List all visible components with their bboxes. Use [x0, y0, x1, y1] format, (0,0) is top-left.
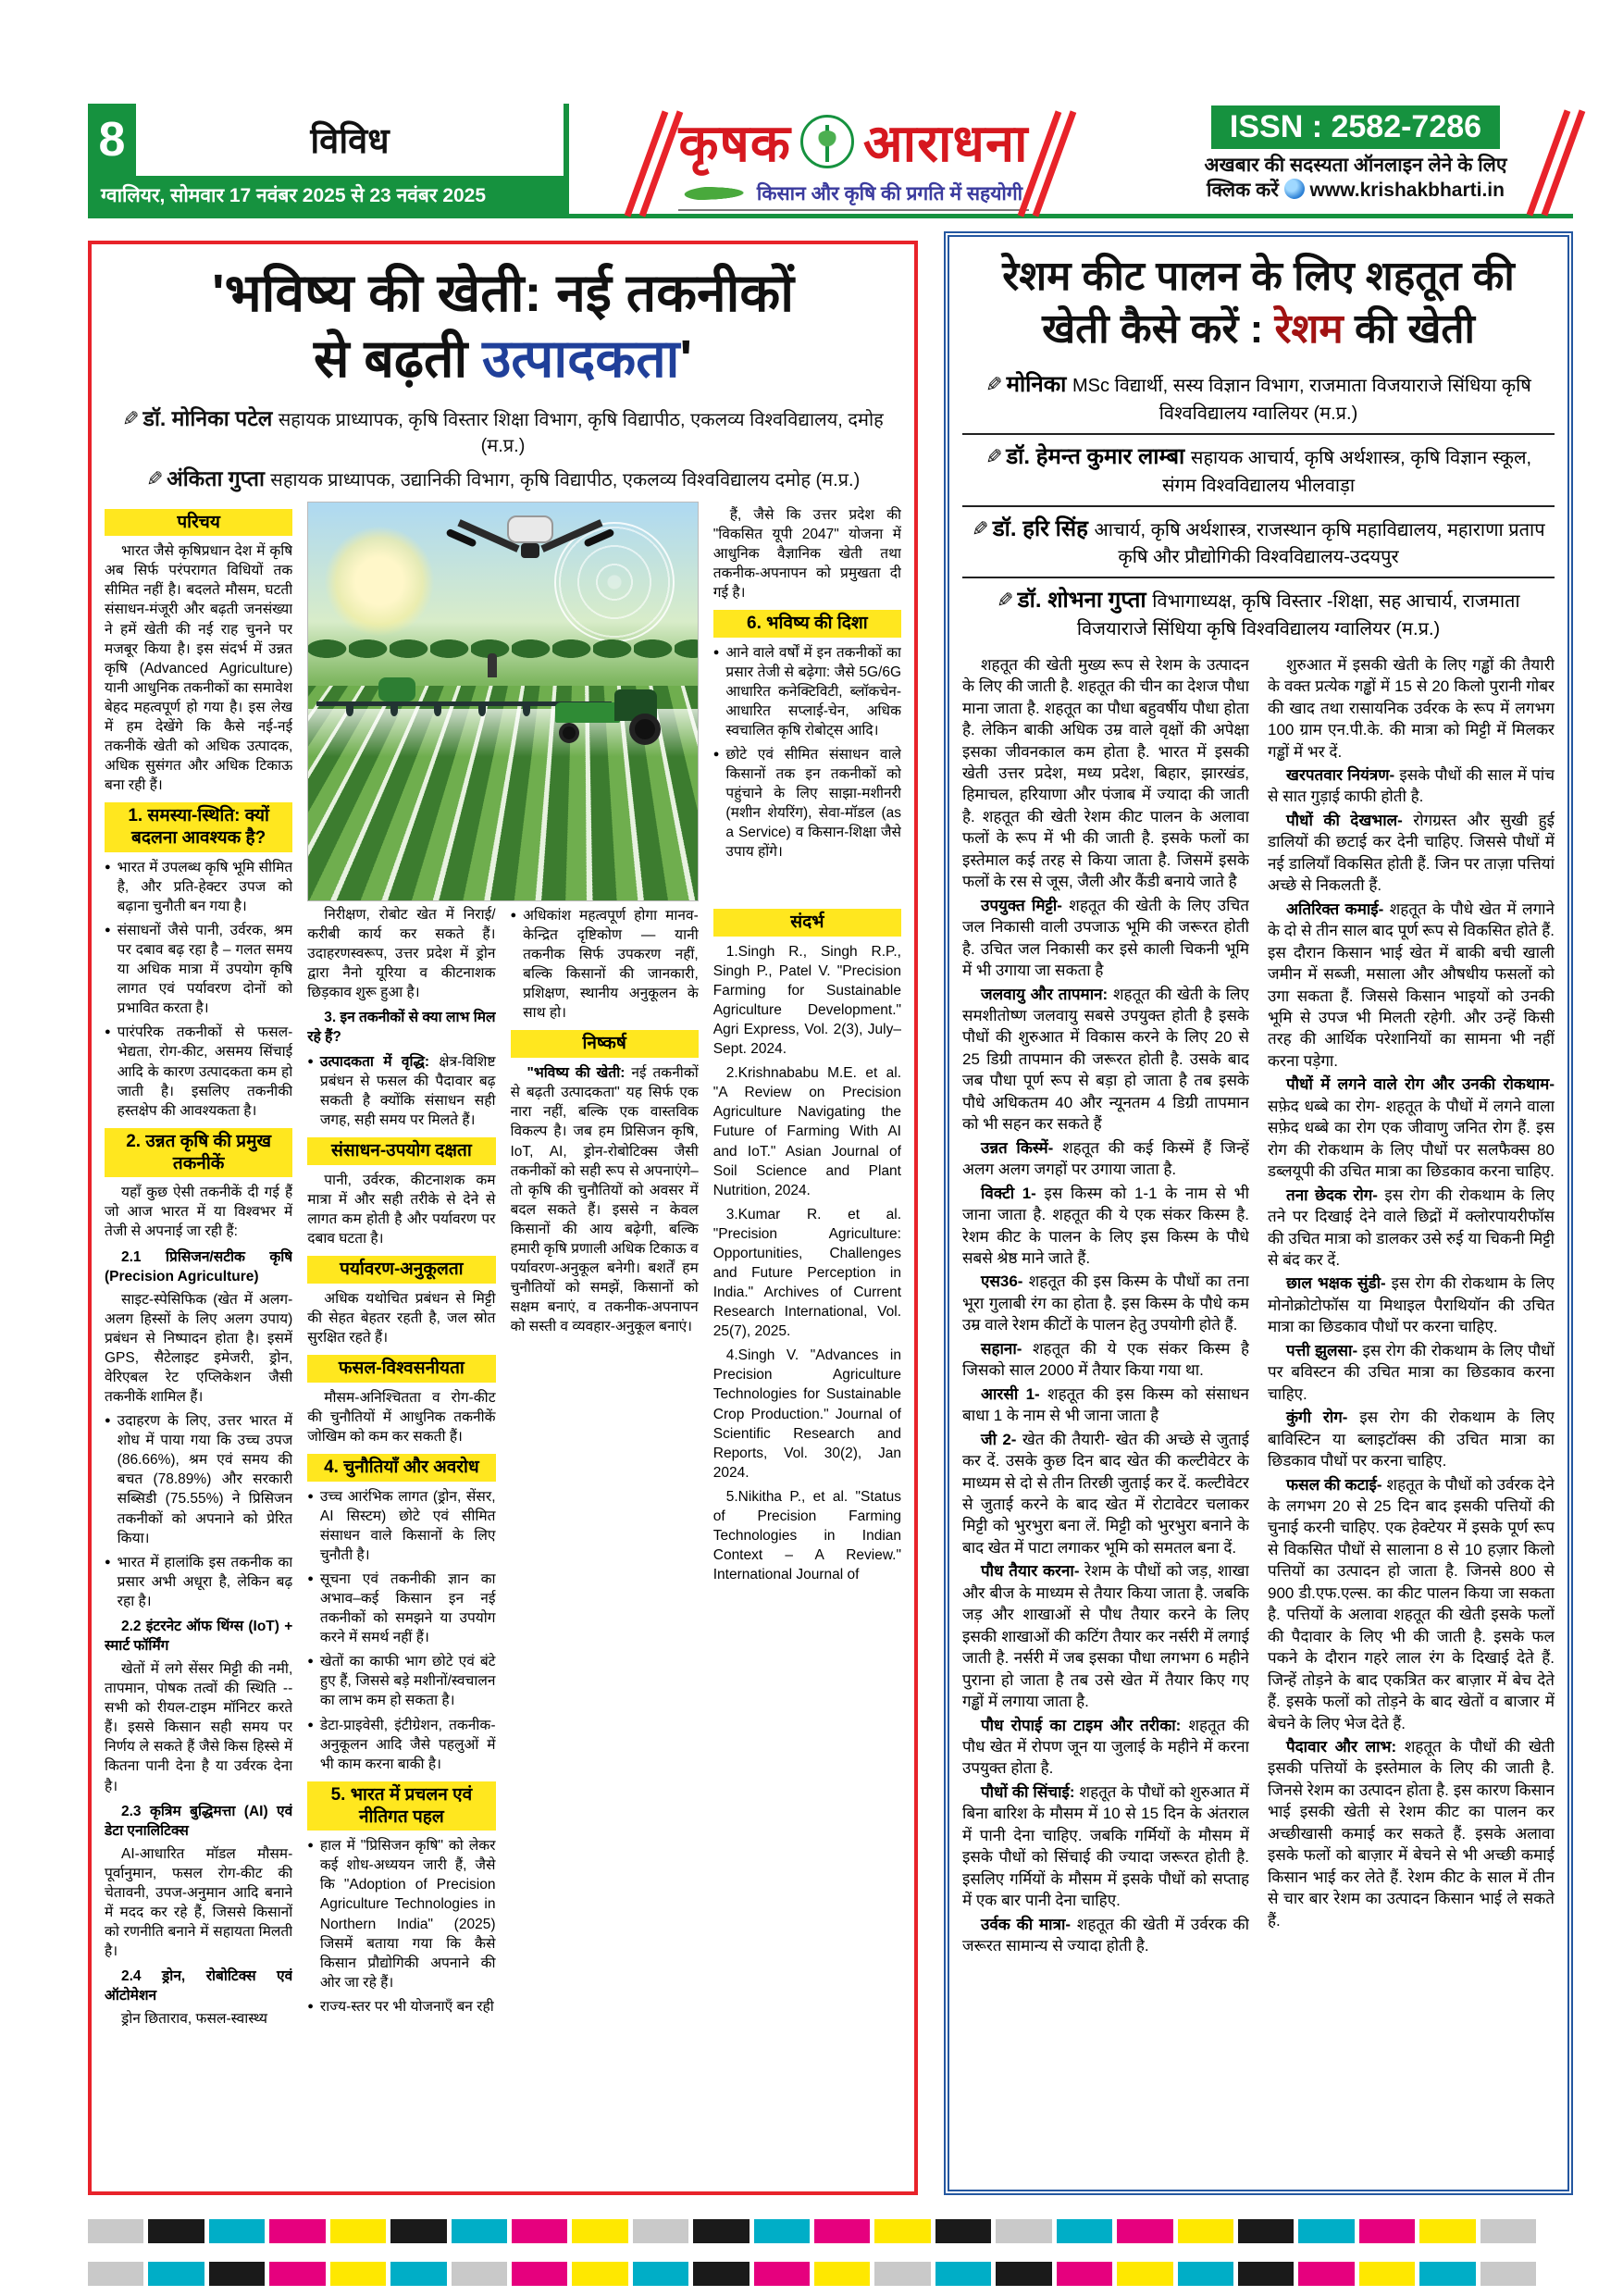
- bullet-item: ● डेटा-प्राइवेसी, इंटीग्रेशन, तकनीक-अनुकूलन आदि जैसे पहलुओं में भी काम करना बाकी है।: [307, 1716, 495, 1774]
- color-swatch: [1178, 2262, 1233, 2286]
- pen-icon: ✎: [985, 444, 1003, 468]
- bullet-item: ● पारंपरिक तकनीकों से फसल-भेद्यता, रोग-कीट, असमय सिंचाई आदि के कारण उत्पादकता कम हो जाती है। इसलिए तकनीकी हस्तक्षेप की आवश्यकता है।: [105, 1023, 292, 1120]
- color-swatch: [1117, 2219, 1172, 2243]
- color-swatch: [814, 2262, 870, 2286]
- paragraph: साइट-स्पेसिफिक (खेत में अलग-अलग हिस्सों के लिए अलग उपाय) प्रबंधन से निष्पादन होता है। इसमें GPS, सैटेलाइट इमेजरी, ड्रोन, वेरिएबल रेट एप्लिकेशन जैसी तकनीकें शामिल हैं।: [105, 1291, 293, 1406]
- paragraph: अधिक यथोचित प्रबंधन से मिट्टी की सेहत बेहतर रहती है, जल स्रोत सुरक्षित रहते हैं।: [307, 1290, 496, 1346]
- paragraph: शहतूत की खेती मुख्य रूप से रेशम के उत्पादन के लिए की जाती है. शहतूत की चीन का देशज पौधा माना जाता है. शहतूत का पौधा बहुवर्षीय पौधा होता है. लेकिन बाकी अधिक उम्र वाले वृक्षों की अपेक्षा इसका जीवनकाल कम होता है. भारत में इसकी खेती उत्तर प्रदेश, मध्य प्रदेश, बिहार, झारखंड, हिमाचल, हरियाणा और पंजाब में ज्यादा की जाती है. शहतूत की खेती रेशम कीट पालन के अलावा फलों के रूप में भी की जाती है. इसके फलों का इस्तेमाल कई तरह से किया जाता है. जिसमें इसके फलों के रस से जूस, जैली और कैंडी बनाये जाते है: [962, 655, 1249, 891]
- left-article-column-4-top: [713, 502, 901, 902]
- sub-heading: 2.3 कृत्रिम बुद्धिमत्ता (AI) एवं डेटा एनालिटिक्स: [105, 1803, 293, 1839]
- color-swatch: [1298, 2219, 1354, 2243]
- bullet-item: ● भारत में उपलब्ध कृषि भूमि सीमित है, और प्रति-हेक्टर उपज को बढ़ाना चुनौती बन गया है।: [105, 858, 292, 916]
- subscription-line1: अखबार की सदस्यता ऑनलाइन लेने के लिए: [1204, 155, 1507, 176]
- color-swatch: [1481, 2262, 1536, 2286]
- lead-paragraph: उर्वक की मात्रा- शहतूत की खेती में उर्वरक की जरूरत सामान्य से ज्यादा होती है.: [962, 1915, 1249, 1955]
- newspaper-logo-icon: [800, 115, 854, 168]
- lead-paragraph: पत्ती झुलसा- इस रोग की रोकथाम के लिए पौधों पर बविस्टन की उचित मात्रा का छिडकाव करना चाहिए.: [1268, 1341, 1555, 1403]
- page-header: [88, 104, 1573, 218]
- color-swatch: [693, 2219, 749, 2243]
- color-swatch: [269, 2219, 325, 2243]
- paragraph: निरीक्षण, रोबोट खेत में निराई/करीबी कार्य कर सकते हैं। उदाहरणस्वरूप, उत्तर प्रदेश में ड्रोन द्वारा नैनो यूरिया व कीटनाशक छिड़काव शुरू हुआ है।: [307, 907, 496, 1001]
- color-swatch: [330, 2262, 386, 2286]
- yellow-heading: संदर्भ: [713, 909, 901, 937]
- color-swatch: [996, 2219, 1051, 2243]
- section-name: विविध: [310, 122, 390, 161]
- title-highlight-red: रेशम: [1274, 306, 1344, 353]
- bullet-dot-icon: ●: [105, 925, 111, 936]
- yellow-heading: संसाधन-उपयोग दक्षता: [307, 1137, 495, 1165]
- color-swatch: [1359, 2219, 1415, 2243]
- printer-color-bar-row1: [88, 2219, 1536, 2243]
- bullet-item: ● सूचना एवं तकनीकी ज्ञान का अभाव–कई किसान इन नई तकनीकों को समझने या उपयोग करने में समर्थ नहीं हैं।: [307, 1570, 495, 1647]
- lead-paragraph: सहाना- शहतूत की ये एक संकर किस्म है जिसको साल 2000 में तैयार किया गया था.: [962, 1339, 1249, 1380]
- lead-paragraph: जलवायु और तापमान: शहतूत की खेती के लिए समशीतोष्ण जलवायु सबसे उपयुक्त होती है इसके पौधों की शुरुआत में विकास करने के लिए 20 से 25 डिग्री तापमान की जरूरत होती है. उसके बाद जब पौधा पूर्ण रूप से बड़ा हो जाता है तब इसके पौधे अधिकतम 40 और न्यूनतम 4 डिग्री तापमान को भी सहन कर सकते हैं: [962, 985, 1249, 1134]
- left-article-column-1: [105, 502, 292, 2033]
- color-swatch: [996, 2262, 1051, 2286]
- color-swatch: [874, 2262, 930, 2286]
- paragraph: शुरुआत में इसकी खेती के लिए गड्ढों की तैयारी के वक्त प्रत्येक गड्ढों में 15 से 20 किलो पुरानी गोबर की खाद तथा रासायनिक उर्वरक के रूप में लगभग 100 ग्राम एन.पी.के. की मात्रा को मिट्टी में मिलकर गड्ढों में भर दें.: [1268, 655, 1555, 761]
- author-name: मोनिका: [1006, 372, 1073, 398]
- leaf-swoosh-icon: [680, 186, 753, 201]
- pen-icon: ✎: [985, 373, 1003, 397]
- bullet-item: ● संसाधनों जैसे पानी, उर्वरक, श्रम पर दबाव बढ़ रहा है – गलत समय या अधिक मात्रा में उपयोग कृषि लागत एवं पर्यावरण दोनों को प्रभावित करता है।: [105, 921, 292, 1018]
- left-article-column-2: [307, 901, 495, 2032]
- color-swatch: [452, 2219, 507, 2243]
- yellow-heading: 4. चुनौतियाँ और अवरोध: [307, 1454, 495, 1482]
- bullet-dot-icon: ●: [105, 1415, 111, 1427]
- lead-paragraph: पैदावार और लाभ: शहतूत के पौधों की खेती इसकी पत्तियों के इस्तेमाल के लिए की जाती है. जिनसे रेशम का उत्पादन होता है. इस कारण किसान भाई इसकी खेती से रेशम कीट का पालन कर अच्छीखासी कमाई कर सकते हैं. इसके अलावा इसके फलों को बाज़ार में बेचने से भी अच्छी कमाई किसान भाई कर लेते हैं. रेशम कीट के साल में तीन से चार बार रेशम का उत्पादन किसान भाई ले सकते हैं.: [1268, 1737, 1555, 1930]
- color-swatch: [88, 2219, 143, 2243]
- section-name-box: [136, 104, 564, 176]
- pen-icon: ✎: [145, 466, 164, 490]
- color-swatch: [754, 2262, 810, 2286]
- color-swatch: [88, 2262, 143, 2286]
- masthead-section: [569, 104, 1138, 214]
- sub-heading: 2.2 इंटरनेट ऑफ थिंग्स (IoT) + स्मार्ट फॉर्मिंग: [105, 1618, 293, 1654]
- color-swatch: [269, 2262, 325, 2286]
- reference-item: 2.Krishnababu M.E. et al. "A Review on Precision Agriculture Navigating the Future of Farming With AI and IoT." Asian Journal of Soil Science and Plant Nutrition, 2024.: [712, 1065, 901, 1198]
- left-article-column-3: [511, 901, 699, 2032]
- paragraph: हैं, जैसे कि उत्तर प्रदेश की "विकसित यूपी 2047" योजना में आधुनिक वैज्ञानिक खेती तथा तकनीक-अपनापन को प्रमुखता दी गई है।: [712, 506, 901, 601]
- lead-paragraph: उपयुक्त मिट्टी- शहतूत की खेती के लिए उचित जल निकासी वाली उपजाऊ भूमि की जरूरत होती है. उचित जल निकासी कर इसे काली चिकनी भूमि में भी उगाया जा सकता है: [962, 896, 1249, 980]
- yellow-heading: 1. समस्या-स्थिति: क्यों बदलना आवश्यक है?: [105, 802, 292, 852]
- color-swatch: [209, 2262, 265, 2286]
- masthead-title-part1: कृषक: [678, 114, 791, 172]
- bullet-dot-icon: ●: [307, 1840, 314, 1852]
- color-swatch: [1057, 2262, 1112, 2286]
- bullet-dot-icon: ●: [105, 1556, 111, 1568]
- yellow-heading: परिचय: [105, 509, 292, 537]
- yellow-heading: निष्कर्ष: [511, 1030, 699, 1058]
- lead-paragraph: कुंगी रोग- इस रोग की रोकथाम के लिए बाविस्टिन या ब्लाइटॉक्स की उचित मात्रा का छिडकाव पौधों पर करना चाहिए.: [1268, 1409, 1555, 1471]
- color-swatch: [330, 2219, 386, 2243]
- bullet-dot-icon: ●: [510, 910, 517, 922]
- bullet-dot-icon: ●: [105, 1026, 111, 1038]
- sub-heading: 2.4 ड्रोन, रोबोटिक्स एवं ऑटोमेशन: [105, 1968, 293, 2004]
- farm-drone-photo: [307, 502, 699, 902]
- masthead-title-part2: आराधना: [862, 114, 1029, 172]
- author-name: डॉ. शोभना गुप्ता: [1017, 588, 1153, 614]
- sub-heading: 2.1 प्रिसिजन/सटीक कृषि (Precision Agriculture): [105, 1248, 293, 1285]
- lead-paragraph: छाल भक्षक सुंडी- इस रोग की रोकथाम के लिए मोनोक्रोटोफॉस या मिथाइल पैराथियॉन की उचित मात्रा का छिडकाव पौधों पर करना चाहिए.: [1268, 1274, 1555, 1336]
- lead-paragraph: फसल की कटाई- शहतूत के पौधों को उर्वरक देने के लगभग 20 से 25 दिन बाद इसकी पत्तियों की चुनाई करनी चाहिए. एक हेक्टेयर में इसके पूर्ण रूप से विकसित पौधों से सालाना 8 से 10 हज़ार किलो पत्तियों का उत्पादन हो जाता है. जिनसे 800 से 900 डी.एफ.एल्स. का कीट पालन किया जा सकता है. पत्तियों के अलावा शहतूत की खेती इसके फलों की पैदावार के लिए भी की जाती है. इसके फल पकने के दौरान गहरे लाल रंग के दिखाई देते हैं. जिन्हें तोड़ने के बाद एकत्रित कर बाज़ार में बेच देते हैं. इसके फलों को तोड़ने के बाद खेतों व बाजार में बेचने के लिए भेज देते हैं.: [1268, 1475, 1555, 1732]
- right-article-title: रेशम कीट पालन के लिए शहतूत की खेती कैसे करें : रेशम की खेती: [1002, 254, 1515, 353]
- title-highlight-blue: उत्पादकता: [482, 329, 680, 390]
- drone-icon: [456, 510, 604, 565]
- lead-paragraph: आरसी 1- शहतूत की इस किस्म को संसाधन बाधा 1 के नाम से भी जाना जाता है: [962, 1384, 1249, 1425]
- article-photo: [307, 502, 699, 902]
- bullet-item: ● अधिकांश महत्वपूर्ण होगा मानव-केन्द्रित दृष्टिकोण — यानी तकनीक सिर्फ उपकरण नहीं, बल्कि किसानों की जानकारी, प्रशिक्षण, स्थानीय अनुकूलन के साथ हो।: [511, 906, 699, 1023]
- left-article-column-4-bottom: [713, 901, 901, 2032]
- article-mulberry-sericulture: [944, 231, 1573, 2195]
- color-swatch: [1298, 2262, 1354, 2286]
- printer-color-bar-row2: [88, 2262, 1536, 2286]
- bullet-dot-icon: ●: [307, 1656, 314, 1668]
- bullet-dot-icon: ●: [307, 1490, 314, 1502]
- color-swatch: [148, 2219, 204, 2243]
- bullet-dot-icon: ●: [307, 1572, 314, 1584]
- color-swatch: [935, 2219, 991, 2243]
- author-line: ✎ डॉ. मोनिका पटेल सहायक प्राध्यापक, कृषि विस्तार शिक्षा विभाग, कृषि विद्यापीठ, एकलव्य विश्वविद्यालय, दमोह (म.प्र.): [122, 405, 884, 456]
- bullet-item: ● उच्च आरंभिक लागत (ड्रोन, सेंसर, AI सिस्टम) छोटे एवं सीमित संसाधन वाले किसानों के लिए चुनौती है।: [307, 1487, 495, 1565]
- right-article-authors: [962, 363, 1555, 648]
- lead-paragraph: पौध रोपाई का टाइम और तरीका: शहतूत की पौध खेत में रोपण जून या जुलाई के महीने में करना उपयुक्त होता है.: [962, 1716, 1249, 1778]
- reference-item: 1.Singh R., Singh R.P., Singh P., Patel V. "Precision Farming for Sustainable Agriculture Development." Agri Express, Vol. 2(3), July–Sept. 2024.: [712, 943, 901, 1058]
- author-line: ✎ डॉ. शोभना गुप्ता विभागाध्यक्ष, कृषि विस्तार -शिक्षा, सह आचार्य, राजमाता विजयाराजे सिंधिया कृषि विश्वविद्यालय ग्वालियर (म.प्र.): [997, 588, 1520, 639]
- paragraph: AI-आधारित मॉडल मौसम-पूर्वानुमान, फसल रोग-कीट की चेतावनी, उपज-अनुमान आदि बनाने में मदद कर रहे हैं, जिससे किसानों को रणनीति बनाने में सहायता मिलती है।: [105, 1845, 293, 1960]
- left-article-title: 'भविष्य की खेती: नई तकनीकों से बढ़ती उत्पादकता': [212, 264, 794, 390]
- bullet-dot-icon: ●: [307, 1055, 314, 1067]
- color-swatch: [512, 2262, 567, 2286]
- color-swatch: [1057, 2219, 1112, 2243]
- color-swatch: [1481, 2219, 1536, 2243]
- lead-paragraph: विक्टी 1- इस किस्म को 1-1 के नाम से भी जाना जाता है. शहतूत की ये एक संकर किस्म है. रेशम कीट के पालन के लिए इस किस्म के पौधे सबसे श्रेष्ठ माने जाते हैं.: [962, 1184, 1249, 1267]
- color-swatch: [148, 2262, 204, 2286]
- color-swatch: [754, 2219, 810, 2243]
- paragraph: यहाँ कुछ ऐसी तकनीकें दी गई हैं जो आज भारत में या विश्वभर में तेजी से अपनाई जा रही हैं:: [105, 1185, 293, 1240]
- color-swatch: [512, 2219, 567, 2243]
- color-swatch: [935, 2262, 991, 2286]
- color-swatch: [1419, 2219, 1475, 2243]
- sun-glow: [324, 526, 435, 637]
- author-line: ✎ अंकिता गुप्ता सहायक प्राध्यापक, उद्यानिकी विभाग, कृषि विद्यापीठ, एकलव्य विश्वविद्यालय दमोह (म.प्र.): [145, 465, 861, 490]
- right-article-column-1: [962, 652, 1249, 1959]
- lead-paragraph: जी 2- खेत की तैयारी- खेत की अच्छे से जुताई कर दें. उसके कुछ दिन बाद खेत की कल्टीवेटर के माध्यम से दो से तीन तिरछी जुताई कर दें. कल्टीवेटर से जुताई करने के बाद खेत में रोटावेटर चलाकर मिट्टी को भुरभुरा बना लें. मिट्टी को भुरभुरा बनाने के बाद खेत में पाटा लगाकर भूमि को समतल बना दें.: [962, 1430, 1249, 1557]
- pen-icon: ✎: [972, 516, 989, 540]
- header-right-section: [1138, 104, 1573, 214]
- author-name: डॉ. हेमन्त कुमार लाम्बा: [1006, 443, 1191, 469]
- red-slashes-icon: [1538, 107, 1580, 209]
- author-line: ✎ डॉ. हरि सिंह आचार्य, कृषि अर्थशास्त्र, राजस्थान कृषि महाविद्यालय, महाराणा प्रताप कृषि और प्रौद्योगिकी विश्वविद्यालय-उदयपुर: [962, 507, 1555, 579]
- dateline: ग्वालियर, सोमवार 17 नवंबर 2025 से 23 नवंबर 2025: [101, 184, 487, 206]
- color-swatch: [693, 2262, 749, 2286]
- color-swatch: [1359, 2262, 1415, 2286]
- color-swatch: [572, 2219, 627, 2243]
- color-swatch: [1238, 2219, 1294, 2243]
- color-swatch: [572, 2262, 627, 2286]
- yellow-heading: पर्यावरण-अनुकूलता: [307, 1256, 495, 1284]
- bullet-dot-icon: ●: [307, 2000, 314, 2012]
- bullet-item: ● खेतों का काफी भाग छोटे एवं बंटे हुए हैं, जिससे बड़े मशीनों/स्वचालन का लाभ कम हो सकता है।: [307, 1652, 495, 1710]
- bullet-dot-icon: ●: [712, 646, 720, 658]
- color-swatch: [390, 2219, 446, 2243]
- yellow-heading: 5. भारत में प्रचलन एवं नीतिगत पहल: [307, 1781, 495, 1831]
- lead-paragraph: पौध तैयार करना- रेशम के पौधों को जड़, शाखा और बीज के माध्यम से तैयार किया जाता है. जबकि जड़ और शाखाओं से पौध तैयार करने के लिए इसकी शाखाओं की कटिंग तैयार कर नर्सरी में लगाई जाती है. नर्सरी में जब इसका पौधा लगभग 6 महीने पुराना हो जाता है तब उसे खेत में तैयार किए गए गड्ढों में लगाया जाता है.: [962, 1562, 1249, 1711]
- red-slashes-icon: [636, 108, 678, 210]
- bullet-item: ● छोटे एवं सीमित संसाधन वाले किसानों तक इन तकनीकों को पहुंचाने के लिए साझा-मशीनरी (मशीन शेयरिंग), सेवा-मॉडल (as a Service) व किसान-शिक्षा जैसे उपाय होंगे।: [713, 745, 901, 862]
- bullet-dot-icon: ●: [712, 749, 720, 761]
- water-tank: [378, 677, 415, 701]
- bullet-dot-icon: ●: [307, 1719, 314, 1731]
- paragraph: भारत जैसे कृषिप्रधान देश में कृषि अब सिर्फ परंपरागत विधियों तक सीमित नहीं है। बदलते मौसम, घटती संसाधन-मंजूरी और बढ़ती जनसंख्या ने हमें खेती की नई राह चुनने पर मजबूर किया है। इस संदर्भ में उन्नत कृषि (Advanced Agriculture) यानी आधुनिक तकनीकों का समावेश बेहद महत्वपूर्ण हो गया है। इस लेख में हम देखेंगे कि कैसे नई-नई तकनीकें खेती को अधिक उत्पादक, अधिक सुसंगत और अधिक टिकाऊ बना रही हैं।: [105, 543, 293, 794]
- paragraph: खेतों में लगे सेंसर मिट्टी की नमी, तापमान, पोषक तत्वों की स्थिति -- सभी को रीयल-टाइम मॉनिटर करते हैं। इससे किसान सही समय पर निर्णय ले सकते हैं जैसे किस हिस्से में कितना पानी देना है या उर्वरक देना है।: [105, 1661, 293, 1794]
- yellow-heading: 6. भविष्य की दिशा: [713, 610, 901, 638]
- bullet-item: ● राज्य-स्तर पर भी योजनाएँ बन रही: [307, 1997, 495, 2017]
- bullet-item: ● भारत में हालांकि इस तकनीक का प्रसार अभी अधूरा है, लेकिन बढ़ रहा है।: [105, 1553, 292, 1611]
- lead-paragraph: पौधों की देखभाल- रोगग्रस्त और सुखी हुई डालियों की छटाई कर देनी चाहिए. जिससे पौधों में नई डालियाँ विकसित होती हैं. जिन पर ताज़ा पत्तियां अच्छे से निकलती हैं.: [1268, 811, 1555, 895]
- color-swatch: [452, 2262, 507, 2286]
- color-swatch: [209, 2219, 265, 2243]
- paragraph: ड्रोन छिताराव, फसल-स्वास्थ्य: [121, 2011, 267, 2028]
- bullet-item: ● हाल में "प्रिसिजन कृषि" को लेकर कई शोध-अध्ययन जारी हैं, जैसे कि "Adoption of Precision Agriculture Technologies in Northern India" (2025) जिसमें बताया गया कि कैसे किसान प्रौद्योगिकी अपनाने की ओर जा रहे हैं।: [307, 1836, 495, 1992]
- lead-paragraph: अतिरिक्त कमाई- शहतूत के पौधे खेत में लगाने के दो से तीन साल बाद पूर्ण रूप से विकसित होते हैं. इस दौरान किसान भाई खेत में बाकी बची खाली जमीन में सब्जी, मसाला और औषधीय फसलों को उगा सकता हैं. जिससे किसान भाइयों को उनकी भूमि से उपज भी मिलती रहेगी. और उन्हें किसी तरह की आर्थिक परेशानियों का सामना भी नहीं करना पड़ेगा.: [1268, 900, 1555, 1070]
- author-name: डॉ. मोनिका पटेल: [142, 405, 279, 430]
- left-article-authors: [105, 403, 901, 492]
- lead-paragraph: पौधों की सिंचाई: शहतूत के पौधों को शुरुआत में बिना बारिश के मौसम में 10 से 15 दिन के अंतराल में पानी देना चाहिए. जबकि गर्मियों के मौसम में इसके पौधों को सिंचाई की ज्यादा जरूरत होती है. इसलिए गर्मियों के मौसम में इसके पौधों को सप्ताह में एक बार पानी देना चाहिए.: [962, 1782, 1249, 1910]
- lead-paragraph: "भविष्य की खेती: नई तकनीकों से बढ़ती उत्पादकता" यह सिर्फ एक नारा नहीं, बल्कि एक वास्तविक विकल्प है। जब हम प्रिसिजन कृषि, IoT, AI, ड्रोन-रोबोटिक्स जैसी तकनीकों को सही रूप से अपनाएंगे–तो कृषि की चुनौतियों को अवसर में बदल सकते हैं। इससे न केवल किसानों की आय बढ़ेगी, बल्कि हमारी कृषि प्रणाली अधिक टिकाऊ व पर्यावरण-अनुकूल बनेगी। बशर्तें हम चुनौतियों को समझें, किसानों को सक्षम बनाएं, व तकनीक-अपनापन को सस्ती व व्यवहार-अनुकूल बनाएं।: [510, 1065, 699, 1335]
- website-link[interactable]: www.krishakbharti.in: [1309, 180, 1505, 202]
- paragraph: मौसम-अनिश्चितता व रोग-कीट की चुनौतियों में आधुनिक तकनीकें जोखिम को कम कर सकती हैं।: [307, 1389, 496, 1445]
- page-number: 8: [98, 113, 126, 167]
- bullet-item: ● उदाहरण के लिए, उत्तर भारत में शोध में पाया गया कि उच्च उपज (86.66%), श्रम एवं समय की बचत (78.89%) और सरकारी सब्सिडी (75.55%) ने प्रिसिजन तकनीकों को अपनाने को प्रेरित किया।: [105, 1411, 292, 1548]
- author-line: ✎ डॉ. हेमन्त कुमार लाम्बा सहायक आचार्य, कृषि अर्थशास्त्र, कृषि विज्ञान स्कूल, संगम विश्वविद्यालय भीलवाड़ा: [962, 435, 1555, 507]
- color-swatch: [874, 2219, 930, 2243]
- masthead: [678, 106, 1028, 211]
- pen-icon: ✎: [997, 589, 1014, 613]
- farmer-silhouette: [488, 653, 497, 677]
- tractor-icon: [555, 689, 666, 745]
- author-line: ✎ मोनिका MSc विद्यार्थी, सस्य विज्ञान विभाग, राजमाता विजयाराजे सिंधिया कृषि विश्वविद्यालय ग्वालियर (म.प्र.): [962, 363, 1555, 435]
- masthead-tagline: किसान और कृषि की प्रगति में सहयोगी: [756, 183, 1023, 205]
- yellow-heading: 2. उन्नत कृषि की प्रमुख तकनीकें: [105, 1128, 292, 1178]
- lead-paragraph: एस36- शहतूत की इस किस्म के पौधों का तना भूरा गुलाबी रंग का होता है. इस किस्म के पौधे कम उम्र वाले रेशम कीटों के पालन हेतु उपयोगी होते हैं.: [962, 1272, 1249, 1334]
- subscription-line2: क्लिक करें www.krishakbharti.in: [1207, 180, 1505, 202]
- author-name: अंकिता गुप्ता: [167, 465, 271, 490]
- lead-paragraph: उन्नत किस्में- शहतूत की कई किस्में हैं जिन्हें अलग अलग जगहों पर उगाया जाता है.: [962, 1138, 1249, 1179]
- paragraph: पानी, उर्वरक, कीटनाशक कम मात्रा में और सही तरीके से देने से लागत कम होती है और पर्यावरण पर दबाव घटता है।: [307, 1172, 496, 1247]
- color-swatch: [814, 2219, 870, 2243]
- issn-badge: ISSN : 2582-7286: [1211, 105, 1500, 149]
- reference-item: 5.Nikitha P., et al. "Status of Precision Farming Technologies in Indian Context – A Review." International Journal of: [712, 1488, 901, 1583]
- color-swatch: [633, 2219, 688, 2243]
- bullet-item: ● उत्पादकता में वृद्धि: क्षेत्र-विशिष्ट प्रबंधन से फसल की पैदावार बढ़ सकती है क्योंकि संसाधन सही जगह, सही समय पर मिलते हैं।: [307, 1052, 495, 1130]
- sub-heading: 3. इन तकनीकों से क्या लाभ मिल रहे हैं?: [307, 1010, 496, 1046]
- tree-line: [308, 638, 698, 662]
- bullet-item: ● आने वाले वर्षों में इन तकनीकों का प्रसार तेजी से बढ़ेगा: जैसे 5G/6G आधारित कनेक्टिविटी, ब्लॉकचेन-आधारित सप्लाई-चेन, अधिक स्वचालित कृषि रोबोट्स आदि।: [713, 643, 901, 740]
- globe-icon: [1284, 179, 1305, 199]
- article-future-farming: [88, 241, 918, 2195]
- right-article-column-2: [1268, 652, 1555, 1959]
- lead-paragraph: पौधों में लगने वाले रोग और उनकी रोकथाम- सफ़ेद धब्बे का रोग- शहतूत के पौधों में लगने वाला सफ़ेद धब्बे का रोग एक जीवाणु जनित रोग हैं. इस रोग की रोकथाम के लिए पौधों पर सलफैक्स 80 डब्लयूपी की उचित मात्रा का छिडकाव करना चाहिए.: [1268, 1075, 1555, 1181]
- red-slashes-icon: [1029, 108, 1072, 210]
- color-swatch: [1178, 2219, 1233, 2243]
- reference-item: 3.Kumar R. et al. "Precision Agriculture: Opportunities, Challenges and Future Perception in India." Archives of Current Research International, Vol. 25(7), 2025.: [712, 1206, 901, 1340]
- color-swatch: [1419, 2262, 1475, 2286]
- lead-paragraph: खरपतवार नियंत्रण- इसके पौधों की साल में पांच से सात गुड़ाई काफी होती है.: [1268, 766, 1555, 806]
- lead-paragraph: तना छेदक रोग- इस रोग की रोकथाम के लिए तने पर दिखाई देने वाले छिद्रों में क्लोरपायरीफॉस की उचित मात्रा को डालकर उसे रुई या चिकनी मिट्टी से बंद कर दें.: [1268, 1185, 1555, 1269]
- color-swatch: [1238, 2262, 1294, 2286]
- color-swatch: [1117, 2262, 1172, 2286]
- reference-item: 4.Singh V. "Advances in Precision Agriculture Technologies for Sustainable Crop Production." Journal of Scientific Research and Reports, Vol. 30(2), Jan 2024.: [712, 1347, 901, 1481]
- color-swatch: [390, 2262, 446, 2286]
- bullet-dot-icon: ●: [105, 861, 111, 873]
- color-swatch: [633, 2262, 688, 2286]
- pen-icon: ✎: [122, 406, 140, 430]
- author-name: डॉ. हरि सिंह: [992, 515, 1095, 541]
- header-left-section: [88, 104, 569, 214]
- subscription-note: [1204, 153, 1506, 204]
- yellow-heading: फसल-विश्वसनीयता: [307, 1355, 495, 1383]
